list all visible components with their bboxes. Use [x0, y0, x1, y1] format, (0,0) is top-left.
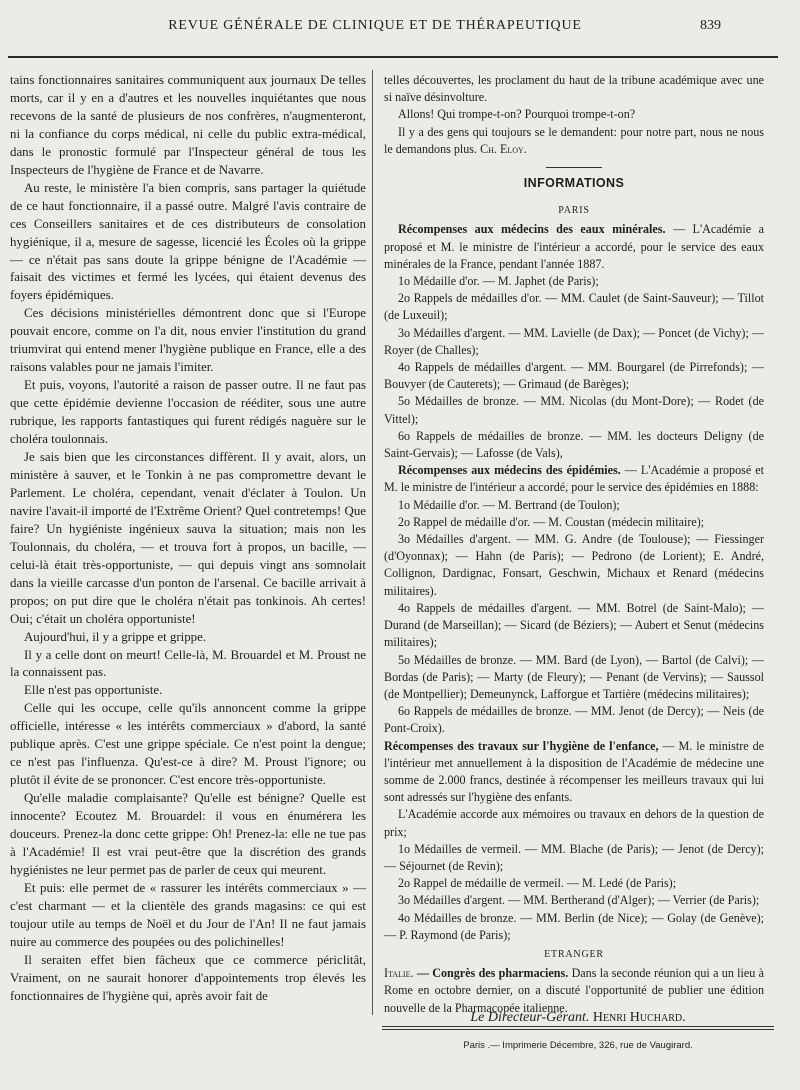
country-name: Italie. [384, 966, 414, 981]
running-title: REVUE GÉNÉRALE DE CLINIQUE ET DE THÉRAPEUTIQUE [168, 18, 582, 33]
paragraph: Il y a celle dont on meurt! Celle-là, M. Brouardel et M. Proust ne la connaissent pas. [10, 647, 366, 680]
paragraph: telles découvertes, les proclament du haut de la tribune académique avec une si naïve désinvolture. [384, 73, 764, 105]
award-item: 2o Rappel de médaille d'or. — M. Coustan (médecin militaire); [398, 514, 705, 529]
award-item: 5o Médailles de bronze. — MM. Bard (de Lyon), — Bartol (de Calvi); — Bordas (de Paris); — Marty (de Fleury); — Penant (de Vervins); — Saussol (de Montpellier); Demeunynck, Lafforgue et Tartière (médecins militaires); [384, 652, 764, 701]
paragraph: Au reste, le ministère l'a bien compris, sans partager la quiétude de ce haut fonctionnaire, il a passé outre. Malgré l'avis contraire de ces Conseillers sanitaires et de ces distributeurs de consolation hygiénique, il a, mesure de sagesse, licencié les Écoles où la grippe — ce n'était pas sans doute la grippe bénigne de l'Académie — faisait des victimes et fermé les lycées, qui étaient devenus des foyers épidémiques. [10, 180, 366, 303]
paragraph: Et puis: elle permet de « rassurer les intérêts commerciaux » — c'est charmant — et la clientèle des grands magasins: ce qui est toujour utile au temps de Noël et du Jour de l'An! Il ne faut jamais nuire au commerce des poupées ou des polichinelles! [10, 880, 366, 949]
award-item: 2o Rappels de médailles d'or. — MM. Caulet (de Saint-Sauveur); — Tillot (de Luxeuil); [384, 291, 764, 323]
page-number: 839 [700, 18, 721, 33]
paragraph [384, 124, 764, 158]
subheading-foreign: ETRANGER [544, 948, 604, 960]
news-text: — L'Académie a proposé et M. le ministre de l'intérieur a accordé, pour le service des eaux minérales de la France, pendant l'année 1887. [384, 222, 764, 271]
page-header [0, 18, 800, 40]
award-item: 4o Rappels de médailles d'argent. — MM. Bourgarel (de Pirrefonds); — Bouvyer (de Cauterets); — Grimaud (de Barèges); [384, 360, 764, 392]
award-item: 3o Médailles d'argent. — MM. Lavielle (de Dax); — Poncet (de Vichy); — Royer (de Challes); [384, 325, 764, 357]
news-lead: — Congrès des pharmaciens. [416, 966, 569, 981]
paragraph: Ces décisions ministérielles démontrent donc que si l'Europe pouvait encore, comme on l'a dit, nous envier l'institution du grand triumvirat qui entend mener l'hygiène publique en France, elle a des raisons valables pour ne jamais l'imiter. [10, 306, 366, 375]
section-divider [546, 167, 602, 168]
award-item: 6o Rappels de médailles de bronze. — MM. les docteurs Deligny (de Saint-Gervais); — Lafosse (de Vals), [384, 428, 764, 461]
subheading-paris: PARIS [558, 205, 590, 217]
director-label: Le Directeur-Gérant. [470, 1010, 590, 1025]
news-item-mineral [384, 221, 764, 273]
award-item: 1o Médaille d'or. — M. Japhet (de Paris); [398, 274, 599, 289]
printer-imprint: Paris .— Imprimerie Décembre, 326, rue de Vaugirard. [463, 1040, 693, 1051]
paragraph: Je sais bien que les circonstances diffèrent. Il y avait, alors, un ministère à sauver, et le Tonkin à ne pas compromettre devant le Parlement. Le choléra, cependant, venait d'éclater à Toulon. Un navire l'avait-il importé de l'Extrême Orient? Quel contretemps! Que faire? Un hygiéniste ingénieux sauva la situation; mais non les Toulonnais, du choléra, — et trouva fort à propos, un bacille, — celui-là était très-opportuniste, — qui depuis vingt ans somnolait dans la vieille carcasse d'un ponton de l'arsenal. Ce bacille arrivait à propos; on put dire que le choléra n'était pas tonkinois. Ah certes! Oui; c'était un choléra opportuniste! [10, 450, 366, 626]
news-text: — L'Académie a proposé et M. le ministre de l'intérieur a accordé, pour le service des épidémies en 1888: [384, 463, 764, 495]
news-text: Dans la seconde réunion qui a un lieu à Rome en octobre dernier, on a discuté l'opportunité de publier une édition nouvelle de la Pharmacopée italienne. [384, 966, 764, 1015]
paragraph: Allons! Qui trompe-t-on? Pourquoi trompe-t-on? [398, 107, 636, 122]
award-item: 5o Médailles de bronze. — MM. Nicolas (du Mont-Dore); — Rodet (de Vittel); [384, 394, 764, 426]
paragraph: L'Académie accorde aux mémoires ou travaux en dehors de la question de prix; [384, 807, 764, 839]
award-item: 2o Rappel de médaille de vermeil. — M. Ledé (de Paris); [398, 876, 677, 891]
news-text: — M. le ministre de l'intérieur met annuellement à la disposition de l'Académie de médecine une somme de 2.000 francs, destinée à récompenser les meilleurs travaux qui lui sont adressés sur l'hygiène des enfants. [384, 738, 764, 805]
right-column [384, 72, 764, 1017]
director-line [382, 1010, 774, 1026]
award-item: 3o Médailles d'argent. — MM. Bertherand (d'Alger); — Verrier (de Paris); [398, 893, 760, 908]
column-divider [372, 70, 373, 1015]
section-title: INFORMATIONS [523, 176, 625, 191]
paragraph: Et puis, voyons, l'autorité a raison de passer outre. Il ne faut pas que cette épidémie devienne l'occasion de rééditer, sous une autre rubrique, les rapports fantastiques qui furent rédigés naguère sur le choléra toulonnais. [10, 378, 366, 447]
award-item: 6o Rappels de médailles de bronze. — MM. Jenot (de Dercy); — Neis (de Pont-Croix). [384, 704, 764, 736]
paragraph: Qu'elle maladie complaisante? Qu'elle est bénigne? Quelle est innocente? Ecoutez M. Brouardel: il vous en énumérera les douceurs. Prenez-la donc cette grippe: Oh! Prenez-la: elle ne tue pas à l'Académie! Il est vrai peut-être que la discrétion des grands hygiénistes ne leur permet pas de parler de ceux qui meurent. [10, 791, 366, 877]
award-item: 1o Médailles de vermeil. — MM. Blache (de Paris); — Jenot (de Dercy); — Séjournet (de Revin); [384, 841, 764, 873]
footer-rule-double [382, 1029, 774, 1030]
paragraph: Aujourd'hui, il y a grippe et grippe. [24, 629, 207, 644]
paragraph: Il seraiten effet bien fâcheux que ce commerce périclitât, Vraiment, on ne saurait honorer d'appointements trop élevés les fonctionnaires de l'hygiène qui, après avoir fait de [10, 952, 366, 1003]
signature: Ch. Eloy. [480, 141, 527, 156]
news-lead: Récompenses aux médecins des épidémies. [398, 463, 621, 478]
header-rule [8, 56, 778, 58]
paragraph: tains fonctionnaires sanitaires communiquent aux journaux De telles morts, car il y en a d'autres et les nouvelles inquiétantes que nous recevons de la santé de plusieurs de nos confrères, n'augmenteront, ni la confiance du corps médical, ni celle du public extra-médical, dans le pronostic formulé par l'Inspecteur général de tous les Inspecteurs de l'hygiène de France et de Navarre. [10, 73, 366, 177]
award-item: 4o Médailles de bronze. — MM. Berlin (de Nice); — Golay (de Genève); — P. Raymond (de Paris); [384, 910, 764, 942]
footer-rule [382, 1026, 774, 1027]
director-name: Henri Huchard. [592, 1010, 686, 1025]
award-item: 4o Rappels de médailles d'argent. — MM. Botrel (de Saint-Malo); — Durand (de Marseillan); — Sicard (de Béziers); — Aubert et Senut (médecins militaires); [384, 600, 764, 650]
news-lead: Récompenses aux médecins des eaux minérales. [398, 222, 666, 237]
paragraph: Celle qui les occupe, celle qu'ils annoncent comme la grippe officielle, intéresse « les intérêts commerciaux » d'abord, la santé publique après. C'est une grippe spéciale. Ce n'est point la dengue; ce n'est pas l'influenza. Qu'est-ce à dire? M. Proust l'ignore; ou plutôt il évite de se prononcer. C'est encore très-opportuniste. [10, 701, 366, 788]
news-lead: Récompenses des travaux sur l'hygiène de l'enfance, [384, 738, 659, 753]
paragraph: Elle n'est pas opportuniste. [24, 683, 163, 698]
left-column [10, 72, 366, 1006]
paragraph-text: Il y a des gens qui toujours se le demandent: pour notre part, nous ne nous le demandons plus. [384, 124, 764, 156]
news-item-childhood [384, 738, 764, 807]
award-item: 3o Médailles d'argent. — MM. G. Andre (de Toulouse); — Fiessinger (d'Oyonnax); — Hahn (de Paris); — Pedrono (de Lorient); E. André, Collignon, Dardignac, Fonsart, Geschwin, Michaux et Renard (médecins militaires). [384, 532, 764, 598]
award-item: 1o Médaille d'or. — M. Bertrand (de Toulon); [398, 497, 620, 512]
news-item-epidemics [384, 462, 764, 496]
